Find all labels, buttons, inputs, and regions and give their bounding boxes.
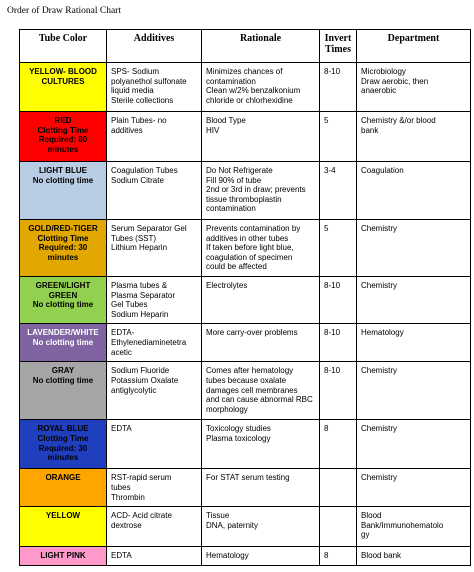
additives-cell-line: Thrombin — [111, 492, 145, 502]
department-cell-line: Hematology — [361, 328, 404, 338]
additives-cell — [107, 220, 202, 277]
tube-color-cell — [20, 324, 107, 362]
tube-color-cell-line: LAVENDER/WHITE — [27, 328, 99, 338]
department-cell-line: Microbiology — [361, 67, 406, 76]
rationale-cell — [202, 276, 320, 323]
header-invert-times — [320, 30, 357, 63]
department-cell — [357, 469, 471, 507]
table-row — [20, 324, 471, 362]
department-cell-line: anaerobic — [361, 86, 397, 96]
department-cell-line: Blood — [361, 511, 382, 521]
rationale-cell-line: chloride or chlorhexidine — [206, 95, 293, 105]
rationale-cell-line: For STAT serum testing — [206, 473, 290, 483]
additives-cell-line: additives — [111, 125, 143, 135]
additives-cell-line: Sodium Citrate — [111, 175, 164, 185]
department-cell-line: Draw aerobic, then — [361, 76, 429, 86]
additives-cell — [107, 547, 202, 566]
header-row — [20, 30, 471, 63]
rationale-cell — [202, 420, 320, 469]
additives-cell — [107, 63, 202, 112]
department-cell — [357, 507, 471, 547]
rationale-cell — [202, 162, 320, 220]
tube-color-cell-line: No clotting time — [32, 300, 94, 310]
additives-cell — [107, 324, 202, 362]
invert-times-cell: 8 — [320, 420, 357, 469]
additives-cell-line: Potassium Oxalate — [111, 375, 179, 385]
department-cell — [357, 276, 471, 323]
department-cell-line: Blood bank — [361, 551, 402, 561]
additives-cell-line: tubes — [111, 482, 131, 492]
invert-times-cell: 5 — [320, 220, 357, 277]
department-cell — [357, 547, 471, 566]
tube-color-cell-line: Required: 30 — [38, 443, 88, 453]
tube-color-cell-line: minutes — [47, 144, 79, 154]
additives-cell-line: polyanethol sulfonate — [111, 76, 187, 86]
rationale-cell-line: Tissue — [206, 511, 230, 521]
table-row — [20, 507, 471, 547]
header-times-line: Times — [325, 44, 351, 55]
rationale-cell-line: coagulation of specimen — [206, 252, 293, 262]
additives-cell-line: Gel Tubes — [111, 300, 148, 310]
additives-cell-line: dextrose — [111, 520, 142, 530]
rationale-cell — [202, 112, 320, 162]
invert-times-cell: 8-10 — [320, 276, 357, 323]
tube-color-cell-line: GREEN/LIGHT — [35, 280, 91, 290]
tube-color-cell — [20, 162, 107, 220]
tube-color-cell-line: Clotting Time — [37, 233, 89, 243]
additives-cell — [107, 162, 202, 220]
rationale-cell-line: could be affected — [206, 262, 267, 272]
invert-times-cell: 8-10 — [320, 362, 357, 420]
tube-color-cell-line: ROYAL BLUE — [37, 424, 89, 434]
tube-color-cell-line: Clotting Time — [37, 433, 89, 443]
rationale-cell-line: Plasma toxicology — [206, 433, 271, 443]
rationale-cell-line: Hematology — [206, 551, 249, 561]
header-tube-color: Tube Color — [20, 30, 107, 63]
invert-times-cell: 8-10 — [320, 63, 357, 112]
invert-times-cell: 8-10 — [320, 324, 357, 362]
invert-times-cell: 5 — [320, 112, 357, 162]
rationale-cell-line: Comes after hematology — [206, 366, 294, 376]
tube-color-cell — [20, 112, 107, 162]
rationale-cell-line: Do Not Refrigerate — [206, 166, 273, 175]
invert-times-cell: 8 — [320, 547, 357, 566]
department-cell-line: Chemistry — [361, 366, 398, 376]
additives-cell-line: Ethylenediaminetetra — [111, 337, 187, 347]
tube-color-cell-line: No clotting time — [32, 375, 94, 385]
rationale-cell-line: damages cell membranes — [206, 385, 298, 395]
department-cell-line: Chemistry — [361, 280, 398, 290]
rationale-cell-line: morphology — [206, 404, 248, 414]
tube-color-cell — [20, 276, 107, 323]
tube-color-cell — [20, 547, 107, 566]
department-cell — [357, 112, 471, 162]
rationale-cell-line: Clean w/2% benzalkonium — [206, 86, 301, 96]
table-row — [20, 220, 471, 277]
tube-color-cell-line: No clotting time — [32, 337, 94, 347]
department-cell — [357, 63, 471, 112]
additives-cell — [107, 276, 202, 323]
additives-cell-line: Plasma Separator — [111, 290, 176, 300]
invert-times-cell — [320, 507, 357, 547]
tube-color-cell-line: CULTURES — [41, 76, 85, 86]
additives-cell-line: Tubes (SST) — [111, 233, 157, 243]
additives-cell-line: Sterile collections — [111, 95, 174, 105]
department-cell — [357, 420, 471, 469]
table-row — [20, 63, 471, 112]
rationale-cell-line: 2nd or 3rd in draw; prevents — [206, 185, 306, 195]
department-cell-line: Chemistry &/or blood — [361, 116, 436, 125]
rationale-cell — [202, 324, 320, 362]
additives-cell-line: Plasma tubes & — [111, 280, 168, 290]
additives-cell-line: Sodium Fluoride — [111, 366, 170, 376]
tube-color-cell — [20, 63, 107, 112]
department-cell-line: gy — [361, 530, 370, 540]
department-cell-line: Chemistry — [361, 424, 398, 434]
tube-color-cell — [20, 469, 107, 507]
additives-cell-line: Sodium Heparin — [111, 309, 169, 319]
department-cell-line: Chemistry — [361, 473, 398, 483]
rationale-cell-line: More carry-over problems — [206, 328, 298, 338]
department-cell — [357, 324, 471, 362]
rationale-cell-line: and can cause abnormal RBC — [206, 395, 313, 405]
rationale-cell — [202, 362, 320, 420]
table-row — [20, 362, 471, 420]
additives-cell-line: Lithium Heparin — [111, 243, 168, 253]
rationale-cell-line: Prevents contamination by — [206, 224, 301, 233]
department-cell-line: bank — [361, 125, 379, 135]
additives-cell-line: liquid media — [111, 86, 154, 96]
rationale-cell-line: tubes because oxalate — [206, 375, 287, 385]
additives-cell-line: Coagulation Tubes — [111, 166, 178, 175]
tube-color-cell-line: GOLD/RED-TIGER — [28, 224, 98, 233]
additives-cell-line: Serum Separator Gel — [111, 224, 187, 233]
rationale-cell-line: HIV — [206, 125, 220, 135]
rationale-cell — [202, 63, 320, 112]
table-row — [20, 469, 471, 507]
department-cell-line: Coagulation — [361, 166, 404, 175]
additives-cell — [107, 420, 202, 469]
chart-title: Order of Draw Rational Chart — [7, 6, 121, 16]
additives-cell-line: acetic — [111, 347, 132, 357]
additives-cell-line: SPS- Sodium — [111, 67, 160, 76]
rationale-cell-line: Minimizes chances of — [206, 67, 283, 76]
tube-color-cell-line: RED — [54, 116, 72, 125]
table-row — [20, 112, 471, 162]
table-row — [20, 162, 471, 220]
table-row — [20, 276, 471, 323]
rationale-cell-line: If taken before light blue, — [206, 243, 294, 253]
rationale-cell-line: contamination — [206, 204, 256, 214]
tube-color-cell-line: Required: 30 — [38, 243, 88, 253]
additives-cell — [107, 469, 202, 507]
invert-times-cell: 3-4 — [320, 162, 357, 220]
additives-cell-line: EDTA- — [111, 328, 135, 338]
rationale-cell-line: Fill 90% of tube — [206, 175, 262, 185]
header-rationale: Rationale — [202, 30, 320, 63]
table-row — [20, 420, 471, 469]
department-cell — [357, 162, 471, 220]
tube-color-cell-line: YELLOW- BLOOD — [29, 67, 97, 76]
header-additives: Additives — [107, 30, 202, 63]
rationale-cell — [202, 507, 320, 547]
table-row — [20, 547, 471, 566]
tube-color-cell — [20, 507, 107, 547]
tube-color-cell-line: LIGHT PINK — [40, 551, 86, 561]
order-of-draw-table — [19, 29, 471, 566]
department-cell — [357, 362, 471, 420]
header-department: Department — [357, 30, 471, 63]
tube-color-cell-line: No clotting time — [32, 175, 94, 185]
rationale-cell-line: Electrolytes — [206, 280, 248, 290]
tube-color-cell-line: GREEN — [48, 290, 78, 300]
invert-times-cell — [320, 469, 357, 507]
tube-color-cell-line: YELLOW — [45, 511, 81, 521]
rationale-cell-line: contamination — [206, 76, 256, 86]
rationale-cell-line: tissue thromboplastin — [206, 194, 282, 204]
additives-cell — [107, 507, 202, 547]
rationale-cell-line: DNA, paternity — [206, 520, 259, 530]
rationale-cell-line: additives in other tubes — [206, 233, 289, 243]
additives-cell-line: ACD- Acid citrate — [111, 511, 172, 521]
department-cell — [357, 220, 471, 277]
tube-color-cell-line: ORANGE — [45, 473, 81, 483]
tube-color-cell — [20, 362, 107, 420]
tube-color-cell-line: minutes — [47, 252, 79, 262]
tube-color-cell — [20, 420, 107, 469]
tube-color-cell — [20, 220, 107, 277]
rationale-cell — [202, 547, 320, 566]
tube-color-cell-line: GRAY — [51, 366, 75, 376]
department-cell-line: Chemistry — [361, 224, 398, 233]
tube-color-cell-line: LIGHT BLUE — [39, 166, 87, 175]
tube-color-cell-line: Required: 80 — [38, 135, 88, 145]
additives-cell — [107, 362, 202, 420]
additives-cell-line: RST-rapid serum — [111, 473, 172, 483]
header-invert-line: Invert — [324, 33, 352, 44]
additives-cell-line: Plain Tubes- no — [111, 116, 167, 125]
department-cell-line: Bank/Immunohematolo — [361, 520, 444, 530]
tube-color-cell-line: Clotting Time — [37, 125, 89, 135]
additives-cell-line: antiglycolytic — [111, 385, 157, 395]
additives-cell-line: EDTA — [111, 551, 132, 561]
tube-color-cell-line: minutes — [47, 453, 79, 463]
additives-cell — [107, 112, 202, 162]
rationale-cell — [202, 220, 320, 277]
rationale-cell-line: Toxicology studies — [206, 424, 271, 434]
additives-cell-line: EDTA — [111, 424, 132, 434]
rationale-cell — [202, 469, 320, 507]
rationale-cell-line: Blood Type — [206, 116, 246, 125]
